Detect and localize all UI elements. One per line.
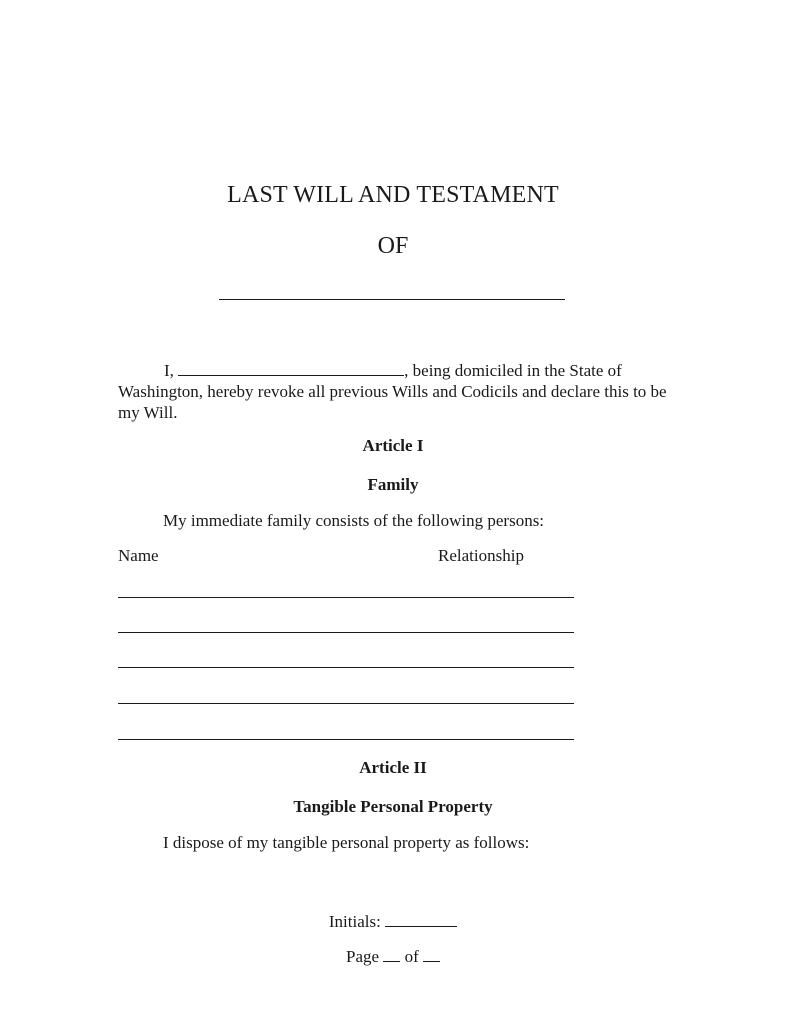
initials-line: [0, 912, 786, 932]
intro-suffix: , being domiciled in the State of Washington, hereby revoke all previous Wills and Codicils and declare this to be my Will.: [118, 361, 667, 422]
family-member-line: [118, 667, 574, 668]
article-2-heading: Article II: [359, 758, 427, 777]
family-member-line: [118, 739, 574, 740]
family-member-line: [118, 703, 574, 704]
page-label: Page: [346, 947, 380, 966]
initials-label: Initials:: [328, 912, 381, 931]
family-intro-text: My immediate family consists of the following persons:: [163, 511, 545, 530]
intro-paragraph: [118, 360, 678, 423]
article-1-heading: Article I: [362, 436, 424, 455]
property-intro-text: I dispose of my tangible personal property as follows:: [163, 833, 530, 852]
column-relationship-label: Relationship: [438, 546, 524, 565]
initials-blank: [385, 913, 457, 927]
column-name-label: Name: [118, 546, 159, 565]
document-title-of: OF: [377, 233, 409, 259]
family-member-line: [118, 597, 574, 598]
page-number: [0, 947, 786, 967]
testator-name-line: [219, 299, 565, 300]
article-2-subheading: Tangible Personal Property: [293, 797, 493, 816]
document-title: LAST WILL AND TESTAMENT: [227, 182, 559, 208]
page-of-label: of: [404, 947, 419, 966]
intro-prefix: I,: [164, 361, 174, 380]
testator-name-blank: [178, 362, 404, 376]
article-1-subheading: Family: [367, 475, 419, 494]
page-total-blank: [423, 948, 440, 962]
family-member-line: [118, 632, 574, 633]
page-number-blank: [383, 948, 400, 962]
